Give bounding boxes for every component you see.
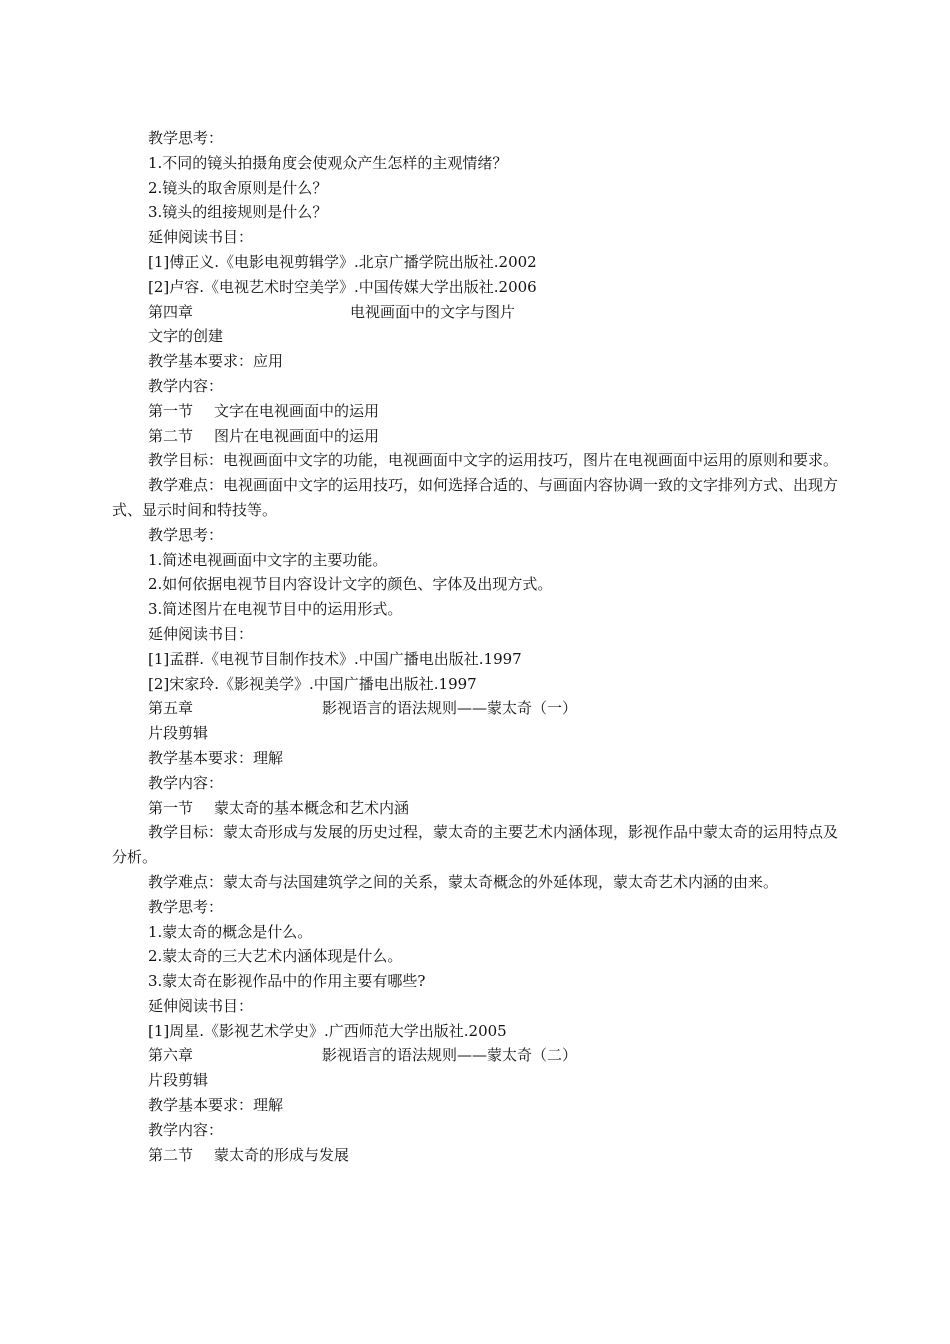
chapter-5-question-1: 1.蒙太奇的概念是什么。 [148, 922, 313, 941]
chapter-5-number: 第五章 [148, 699, 194, 718]
chapter-5-title: 影视语言的语法规则——蒙太奇（一） [322, 699, 578, 718]
question-1: 1.不同的镜头拍摄角度会使观众产生怎样的主观情绪？ [148, 153, 508, 172]
chapter-4-title: 电视画面中的文字与图片 [350, 302, 516, 321]
reading-item-2: [2]卢容.《电视艺术时空美学》.中国传媒大学出版社.2006 [148, 277, 537, 296]
chapter-4-question-1: 1.简述电视画面中文字的主要功能。 [148, 550, 388, 569]
question-3: 3.镜头的组接规则是什么？ [148, 203, 328, 222]
chapter-4-question-3: 3.简述图片在电视节目中的运用形式。 [148, 600, 403, 619]
chapter-6-title: 影视语言的语法规则——蒙太奇（二） [322, 1046, 578, 1065]
chapter-6-requirement: 教学基本要求：理解 [148, 1096, 284, 1115]
chapter-5-reading-label: 延伸阅读书目： [148, 996, 254, 1015]
chapter-5-goal: 教学目标：蒙太奇形成与发展的历史过程，蒙太奇的主要艺术内涵体现，影视作品中蒙太奇的运用特点及分析。 [112, 823, 839, 867]
section-title: 图片在电视画面中的运用 [214, 426, 380, 445]
chapter-5-question-3: 3.蒙太奇在影视作品中的作用主要有哪些? [148, 972, 426, 991]
chapter-4-section-1 [112, 399, 842, 424]
section-label: 第一节 [148, 401, 194, 420]
section-title: 文字在电视画面中的运用 [214, 401, 380, 420]
question-2: 2.镜头的取舍原则是什么？ [148, 178, 328, 197]
chapter-6-topic: 片段剪辑 [148, 1071, 209, 1090]
section-title: 蒙太奇的基本概念和艺术内涵 [214, 798, 410, 817]
chapter-4-reflection-label: 教学思考： [148, 525, 224, 544]
chapter-4-difficulty: 教学难点：电视画面中文字的运用技巧，如何选择合适的、与画面内容协调一致的文字排列方式、出现方式、显示时间和特技等。 [112, 476, 839, 519]
reading-item-1: [1]傅正义.《电影电视剪辑学》.北京广播学院出版社.2002 [148, 252, 537, 271]
chapter-4-heading [112, 300, 842, 325]
chapter-6-heading [112, 1043, 842, 1068]
document-page [112, 126, 842, 1167]
chapter-4-requirement: 教学基本要求：应用 [148, 352, 284, 371]
chapter-4-section-2 [112, 424, 842, 449]
chapter-5-section-1 [112, 796, 842, 821]
section-label: 第二节 [148, 426, 194, 445]
teaching-reflection-label: 教学思考： [148, 129, 224, 147]
chapter-4-reading-1: [1]孟群.《电视节目制作技术》.中国广播电出版社.1997 [148, 649, 522, 668]
chapter-6-number: 第六章 [148, 1046, 194, 1065]
chapter-5-content-label: 教学内容： [148, 773, 224, 792]
chapter-6-section-2 [112, 1143, 842, 1168]
chapter-4-goal: 教学目标：电视画面中文字的功能，电视画面中文字的运用技巧，图片在电视画面中运用的原则和要求。 [148, 451, 839, 470]
chapter-4-reading-2: [2]宋家玲.《影视美学》.中国广播电出版社.1997 [148, 674, 477, 693]
chapter-4-reading-label: 延伸阅读书目： [148, 624, 254, 643]
section-label: 第二节 [148, 1145, 194, 1164]
chapter-5-requirement: 教学基本要求：理解 [148, 748, 284, 767]
section-label: 第一节 [148, 798, 194, 817]
reading-list-label: 延伸阅读书目： [148, 228, 254, 247]
chapter-5-question-2: 2.蒙太奇的三大艺术内涵体现是什么。 [148, 947, 403, 966]
chapter-5-topic: 片段剪辑 [148, 724, 209, 743]
section-title: 蒙太奇的形成与发展 [214, 1145, 350, 1164]
chapter-4-number: 第四章 [148, 302, 194, 321]
chapter-5-reading-1: [1]周星.《影视艺术学史》.广西师范大学出版社.2005 [148, 1021, 507, 1040]
chapter-5-reflection-label: 教学思考： [148, 897, 224, 916]
chapter-4-topic: 文字的创建 [148, 327, 224, 346]
chapter-6-content-label: 教学内容： [148, 1120, 224, 1139]
chapter-4-content-label: 教学内容： [148, 376, 224, 395]
chapter-5-difficulty: 教学难点：蒙太奇与法国建筑学之间的关系，蒙太奇概念的外延体现，蒙太奇艺术内涵的由来。 [148, 872, 779, 891]
chapter-4-question-2: 2.如何依据电视节目内容设计文字的颜色、字体及出现方式。 [148, 575, 553, 594]
chapter-5-heading [112, 696, 842, 721]
